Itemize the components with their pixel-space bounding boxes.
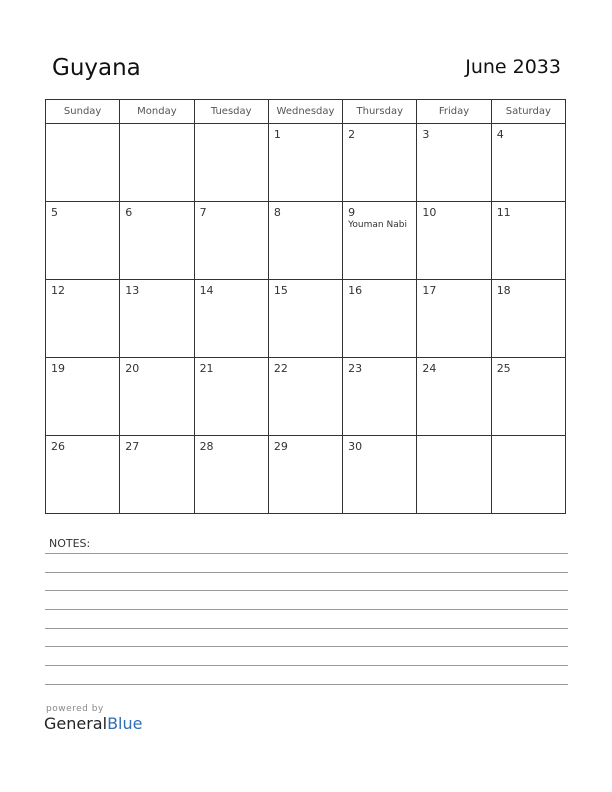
day-number: 12 bbox=[51, 284, 65, 297]
day-cell bbox=[194, 358, 268, 436]
day-cell bbox=[120, 280, 194, 358]
day-number: 25 bbox=[496, 362, 511, 375]
day-cell bbox=[417, 358, 491, 436]
day-number bbox=[120, 124, 193, 128]
day-cell bbox=[268, 124, 342, 202]
day-cell bbox=[120, 436, 194, 514]
week-row bbox=[46, 280, 566, 358]
day-cell bbox=[343, 124, 417, 202]
day-number: 30 bbox=[348, 440, 363, 453]
brand-blue-text: Blue bbox=[107, 714, 143, 733]
day-cell bbox=[268, 436, 342, 514]
day-cell bbox=[120, 202, 194, 280]
day-cell bbox=[417, 124, 491, 202]
day-number: 2 bbox=[348, 128, 356, 141]
day-number: 8 bbox=[273, 206, 281, 219]
week-row bbox=[46, 358, 566, 436]
day-number: 9 bbox=[348, 206, 356, 219]
day-cell bbox=[491, 202, 565, 280]
day-number: 3 bbox=[422, 128, 430, 141]
day-number: 28 bbox=[199, 440, 214, 453]
day-number: 7 bbox=[199, 206, 207, 219]
day-cell bbox=[194, 124, 268, 202]
day-number: 15 bbox=[273, 284, 288, 297]
note-line bbox=[45, 684, 568, 685]
day-number: 19 bbox=[51, 362, 65, 375]
day-cell bbox=[343, 280, 417, 358]
day-number: 11 bbox=[496, 206, 511, 219]
day-number bbox=[195, 124, 268, 128]
day-cell bbox=[343, 436, 417, 514]
week-row bbox=[46, 436, 566, 514]
day-cell bbox=[194, 436, 268, 514]
powered-by-text: powered by bbox=[46, 704, 104, 714]
day-cell bbox=[120, 358, 194, 436]
day-number: 23 bbox=[348, 362, 363, 375]
weekday-header: Tuesday bbox=[194, 100, 268, 124]
day-number: 1 bbox=[273, 128, 281, 141]
day-number bbox=[46, 124, 119, 128]
calendar-grid bbox=[45, 99, 566, 514]
day-cell bbox=[46, 358, 120, 436]
weekday-header: Monday bbox=[120, 100, 194, 124]
day-number: 17 bbox=[422, 284, 437, 297]
month-year-title: June 2033 bbox=[465, 56, 561, 78]
weekday-header: Friday bbox=[417, 100, 491, 124]
note-line bbox=[45, 646, 568, 647]
note-line bbox=[45, 609, 568, 610]
day-cell bbox=[491, 280, 565, 358]
day-cell bbox=[417, 280, 491, 358]
weekday-header: Saturday bbox=[491, 100, 565, 124]
day-number: 6 bbox=[125, 206, 133, 219]
day-cell bbox=[194, 280, 268, 358]
weekday-header: Thursday bbox=[343, 100, 417, 124]
brand-name bbox=[44, 714, 142, 733]
day-number bbox=[492, 436, 565, 440]
day-number: 5 bbox=[51, 206, 58, 219]
day-cell bbox=[343, 202, 417, 280]
day-cell bbox=[491, 358, 565, 436]
day-cell bbox=[268, 358, 342, 436]
day-number: 29 bbox=[273, 440, 288, 453]
day-number: 26 bbox=[51, 440, 65, 453]
note-line bbox=[45, 665, 568, 666]
day-number: 10 bbox=[422, 206, 437, 219]
note-line bbox=[45, 572, 568, 573]
day-cell bbox=[268, 202, 342, 280]
day-number: 4 bbox=[496, 128, 504, 141]
week-row bbox=[46, 124, 566, 202]
weekday-header: Sunday bbox=[46, 100, 120, 124]
day-cell bbox=[491, 124, 565, 202]
day-number bbox=[417, 436, 490, 440]
day-cell bbox=[46, 202, 120, 280]
day-cell bbox=[120, 124, 194, 202]
day-cell bbox=[417, 202, 491, 280]
day-cell bbox=[343, 358, 417, 436]
note-line bbox=[45, 590, 568, 591]
week-row bbox=[46, 202, 566, 280]
weekday-header: Wednesday bbox=[268, 100, 342, 124]
holiday-label: Youman Nabi bbox=[348, 220, 407, 230]
brand-logo bbox=[44, 704, 142, 733]
day-cell bbox=[46, 124, 120, 202]
weekday-header-row bbox=[46, 100, 566, 124]
day-number: 27 bbox=[125, 440, 140, 453]
note-line bbox=[45, 553, 568, 554]
day-cell bbox=[46, 436, 120, 514]
day-number: 16 bbox=[348, 284, 363, 297]
brand-general-text: General bbox=[44, 714, 108, 733]
notes-label: NOTES: bbox=[49, 537, 91, 550]
day-cell bbox=[46, 280, 120, 358]
day-number: 13 bbox=[125, 284, 140, 297]
day-number: 24 bbox=[422, 362, 437, 375]
day-cell bbox=[491, 436, 565, 514]
day-number: 21 bbox=[199, 362, 214, 375]
day-number: 14 bbox=[199, 284, 214, 297]
day-cell bbox=[268, 280, 342, 358]
note-line bbox=[45, 628, 568, 629]
country-title: Guyana bbox=[52, 55, 141, 81]
day-cell bbox=[194, 202, 268, 280]
day-cell bbox=[417, 436, 491, 514]
day-number: 20 bbox=[125, 362, 140, 375]
day-number: 18 bbox=[496, 284, 511, 297]
day-number: 22 bbox=[273, 362, 288, 375]
